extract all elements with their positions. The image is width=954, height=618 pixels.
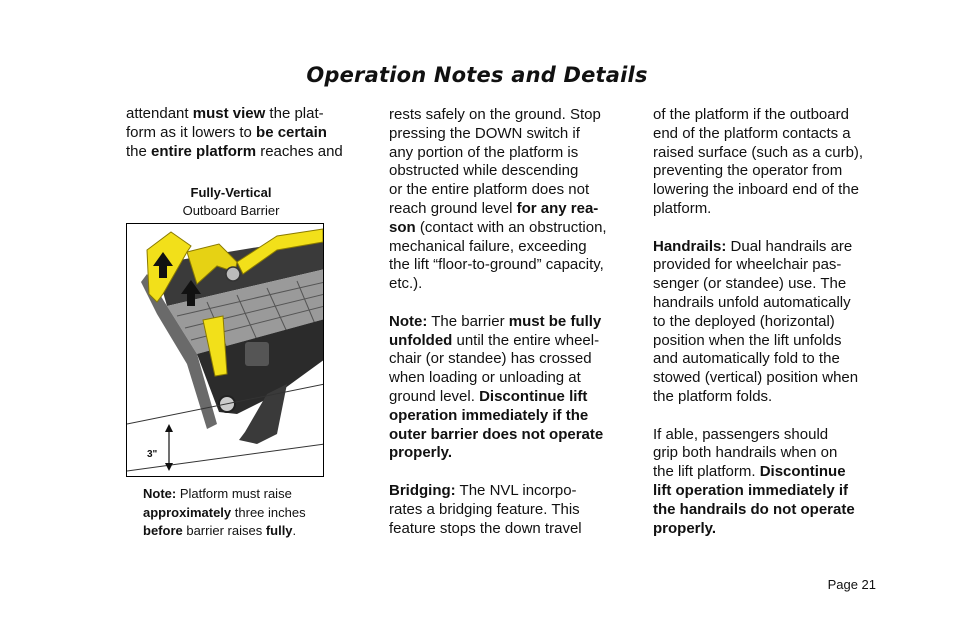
text-run: ground level.: [389, 387, 480, 405]
text-run: to the deployed (horizontal): [653, 312, 835, 330]
text-run: grip both handrails when on: [653, 444, 838, 462]
text-run: position when the lift unfolds: [653, 331, 842, 349]
text-run: the: [126, 142, 152, 160]
paragraph: [389, 482, 629, 538]
bold-text-run: must be fully: [508, 312, 602, 330]
column-3: [653, 106, 883, 538]
paragraph: [126, 105, 366, 161]
text-run: .: [292, 523, 297, 538]
paragraph: [653, 106, 883, 219]
column-2: [389, 106, 629, 538]
page-title: Operation Notes and Details: [306, 63, 648, 87]
text-run: when loading or unloading at: [389, 369, 581, 387]
text-run: the lift platform.: [653, 463, 760, 481]
paragraph: [389, 313, 629, 463]
dimension-arrow-up-icon: [165, 424, 173, 432]
figure-caption-title: Fully-Vertical: [190, 185, 272, 200]
text-run: until the entire wheel-: [452, 331, 600, 349]
text-run: form as it lowers to: [126, 123, 257, 141]
barrier-figure: [126, 223, 324, 477]
text-run: reaches and: [256, 142, 343, 160]
text-run: reach ground level: [389, 199, 517, 217]
text-run: The NVL incorpo-: [455, 481, 577, 499]
bold-text-run: Handrails:: [653, 237, 727, 255]
bold-text-run: properly.: [653, 519, 717, 537]
text-run: rates a bridging feature. This: [389, 500, 580, 518]
paragraph: [653, 426, 883, 539]
bold-text-run: the handrails do not operate: [653, 500, 855, 518]
bold-text-run: unfolded: [389, 331, 453, 349]
text-run: barrier raises: [182, 523, 266, 538]
text-run: rests safely on the ground. Stop: [389, 106, 601, 123]
text-run: handrails unfold automatically: [653, 293, 851, 311]
bold-text-run: operation immediately if the: [389, 406, 589, 424]
text-run: feature stops the down travel: [389, 519, 582, 537]
dimension-arrow-down-icon: [165, 463, 173, 471]
text-run: mechanical failure, exceeding: [389, 237, 587, 255]
housing-plate: [245, 342, 269, 366]
text-run: Platform must raise: [176, 486, 292, 501]
figure-caption-subtitle: Outboard Barrier: [182, 203, 280, 218]
bold-text-run: Discontinue: [759, 463, 846, 481]
text-run: raised surface (such as a curb),: [653, 143, 864, 161]
text-run: or the entire platform does not: [389, 181, 590, 199]
bold-text-run: for any rea-: [516, 199, 599, 217]
bold-text-run: Bridging:: [389, 481, 456, 499]
bold-text-run: before: [143, 523, 183, 538]
text-run: pressing the DOWN switch if: [389, 124, 580, 142]
barrier-illustration: [127, 224, 324, 477]
text-run: etc.).: [389, 275, 423, 293]
text-run: end of the platform contacts a: [653, 124, 851, 142]
text-run: senger (or standee) use. The: [653, 275, 847, 293]
text-run: the lift “floor-to-ground” capacity,: [389, 256, 604, 274]
text-run: chair (or standee) has crossed: [389, 350, 592, 368]
bold-text-run: be certain: [256, 123, 327, 141]
paragraph: [389, 106, 629, 294]
bold-text-run: outer barrier does not operate: [389, 425, 604, 443]
text-run: three inches: [231, 504, 306, 520]
bold-text-run: Note:: [389, 312, 428, 330]
bold-text-run: lift operation immediately if: [653, 481, 849, 499]
text-run: (contact with an obstruction,: [415, 218, 607, 236]
text-run: of the platform if the outboard: [653, 106, 849, 123]
text-run: provided for wheelchair pas-: [653, 256, 842, 274]
text-run: Dual handrails are: [726, 237, 853, 255]
text-run: lowering the inboard end of the: [653, 181, 859, 199]
text-run: preventing the operator from: [653, 162, 843, 180]
text-run: attendant: [126, 105, 193, 122]
text-run: any portion of the platform is: [389, 143, 579, 161]
figure-note: [143, 485, 343, 541]
bold-text-run: entire platform: [151, 142, 257, 160]
paragraph: [653, 238, 883, 407]
dimension-label: 3": [147, 449, 158, 460]
text-run: If able, passengers should: [653, 425, 829, 443]
text-run: stowed (vertical) position when: [653, 369, 859, 387]
text-run: the plat-: [265, 105, 324, 122]
text-run: obstructed while descending: [389, 162, 579, 180]
text-run: The barrier: [427, 312, 509, 330]
text-run: the platform folds.: [653, 387, 773, 405]
text-run: and automatically fold to the: [653, 350, 840, 368]
text-run: platform.: [653, 199, 712, 217]
bold-text-run: properly.: [389, 444, 453, 462]
bold-text-run: must view: [192, 105, 266, 122]
pivot-bolt: [226, 267, 240, 281]
column-1: [126, 105, 366, 161]
bold-text-run: fully: [265, 523, 293, 538]
bold-text-run: son: [389, 218, 416, 236]
bold-text-run: Note:: [143, 486, 177, 501]
bold-text-run: Discontinue lift: [479, 387, 588, 405]
bold-text-run: approximately: [143, 504, 232, 520]
page-number: Page 21: [827, 577, 876, 592]
